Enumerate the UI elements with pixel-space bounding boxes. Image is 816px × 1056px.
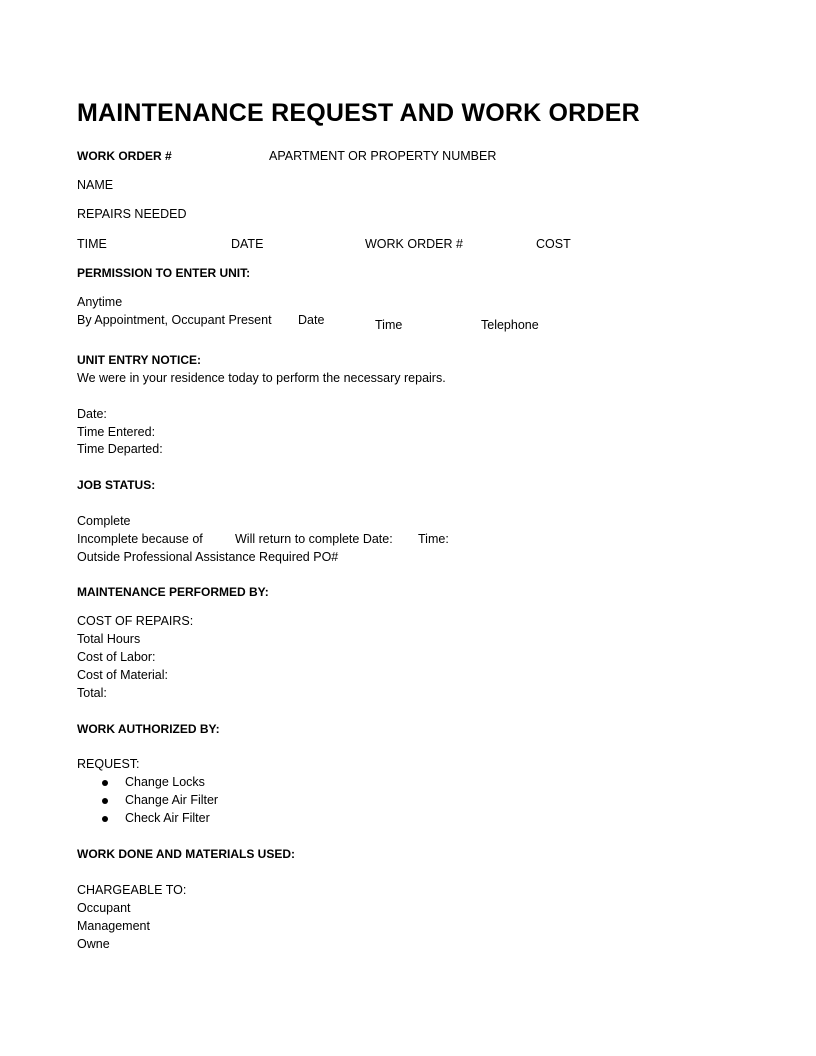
bullet-icon [102,798,108,804]
permission-heading: PERMISSION TO ENTER UNIT: [77,266,251,280]
work-order-label: WORK ORDER # [77,149,172,163]
work-authorized-heading: WORK AUTHORIZED BY: [77,722,220,736]
repairs-needed-label: REPAIRS NEEDED [77,207,187,221]
document-title: MAINTENANCE REQUEST AND WORK ORDER [77,99,640,127]
permission-time-label: Time [375,318,403,332]
request-item-change-locks: Change Locks [125,775,205,789]
will-return-label: Will return to complete Date: [235,532,393,546]
telephone-label: Telephone [481,318,539,332]
time-label: TIME [77,237,107,251]
chargeable-management: Management [77,919,150,933]
total-hours-label: Total Hours [77,632,141,646]
anytime-option: Anytime [77,295,123,309]
name-label: NAME [77,178,114,192]
entry-notice-text: We were in your residence today to perform the necessary repairs. [77,371,446,385]
permission-date-label: Date [298,313,325,327]
entry-date-label: Date: [77,407,107,421]
job-status-heading: JOB STATUS: [77,478,156,492]
entry-notice-heading: UNIT ENTRY NOTICE: [77,353,202,367]
chargeable-heading: CHARGEABLE TO: [77,883,187,897]
incomplete-option: Incomplete because of [77,532,203,546]
date-label: DATE [231,237,264,251]
cost-of-labor-label: Cost of Labor: [77,650,156,664]
time-departed-label: Time Departed: [77,442,163,456]
cost-of-material-label: Cost of Material: [77,668,169,682]
apartment-label: APARTMENT OR PROPERTY NUMBER [269,149,497,163]
request-heading: REQUEST: [77,757,140,771]
work-done-heading: WORK DONE AND MATERIALS USED: [77,847,295,861]
chargeable-owner: Owne [77,937,110,951]
complete-option: Complete [77,514,131,528]
outside-assistance-option: Outside Professional Assistance Required PO# [77,550,339,564]
request-item-change-air-filter: Change Air Filter [125,793,219,807]
work-order-number-label: WORK ORDER # [365,237,463,251]
return-time-label: Time: [418,532,449,546]
cost-label: COST [536,237,571,251]
total-label: Total: [77,686,107,700]
by-appointment-option: By Appointment, Occupant Present [77,313,272,327]
bullet-icon [102,780,108,786]
time-entered-label: Time Entered: [77,425,156,439]
chargeable-occupant: Occupant [77,901,131,915]
bullet-icon [102,816,108,822]
request-item-check-air-filter: Check Air Filter [125,811,210,825]
cost-of-repairs-heading: COST OF REPAIRS: [77,614,194,628]
maintenance-performed-heading: MAINTENANCE PERFORMED BY: [77,585,269,599]
